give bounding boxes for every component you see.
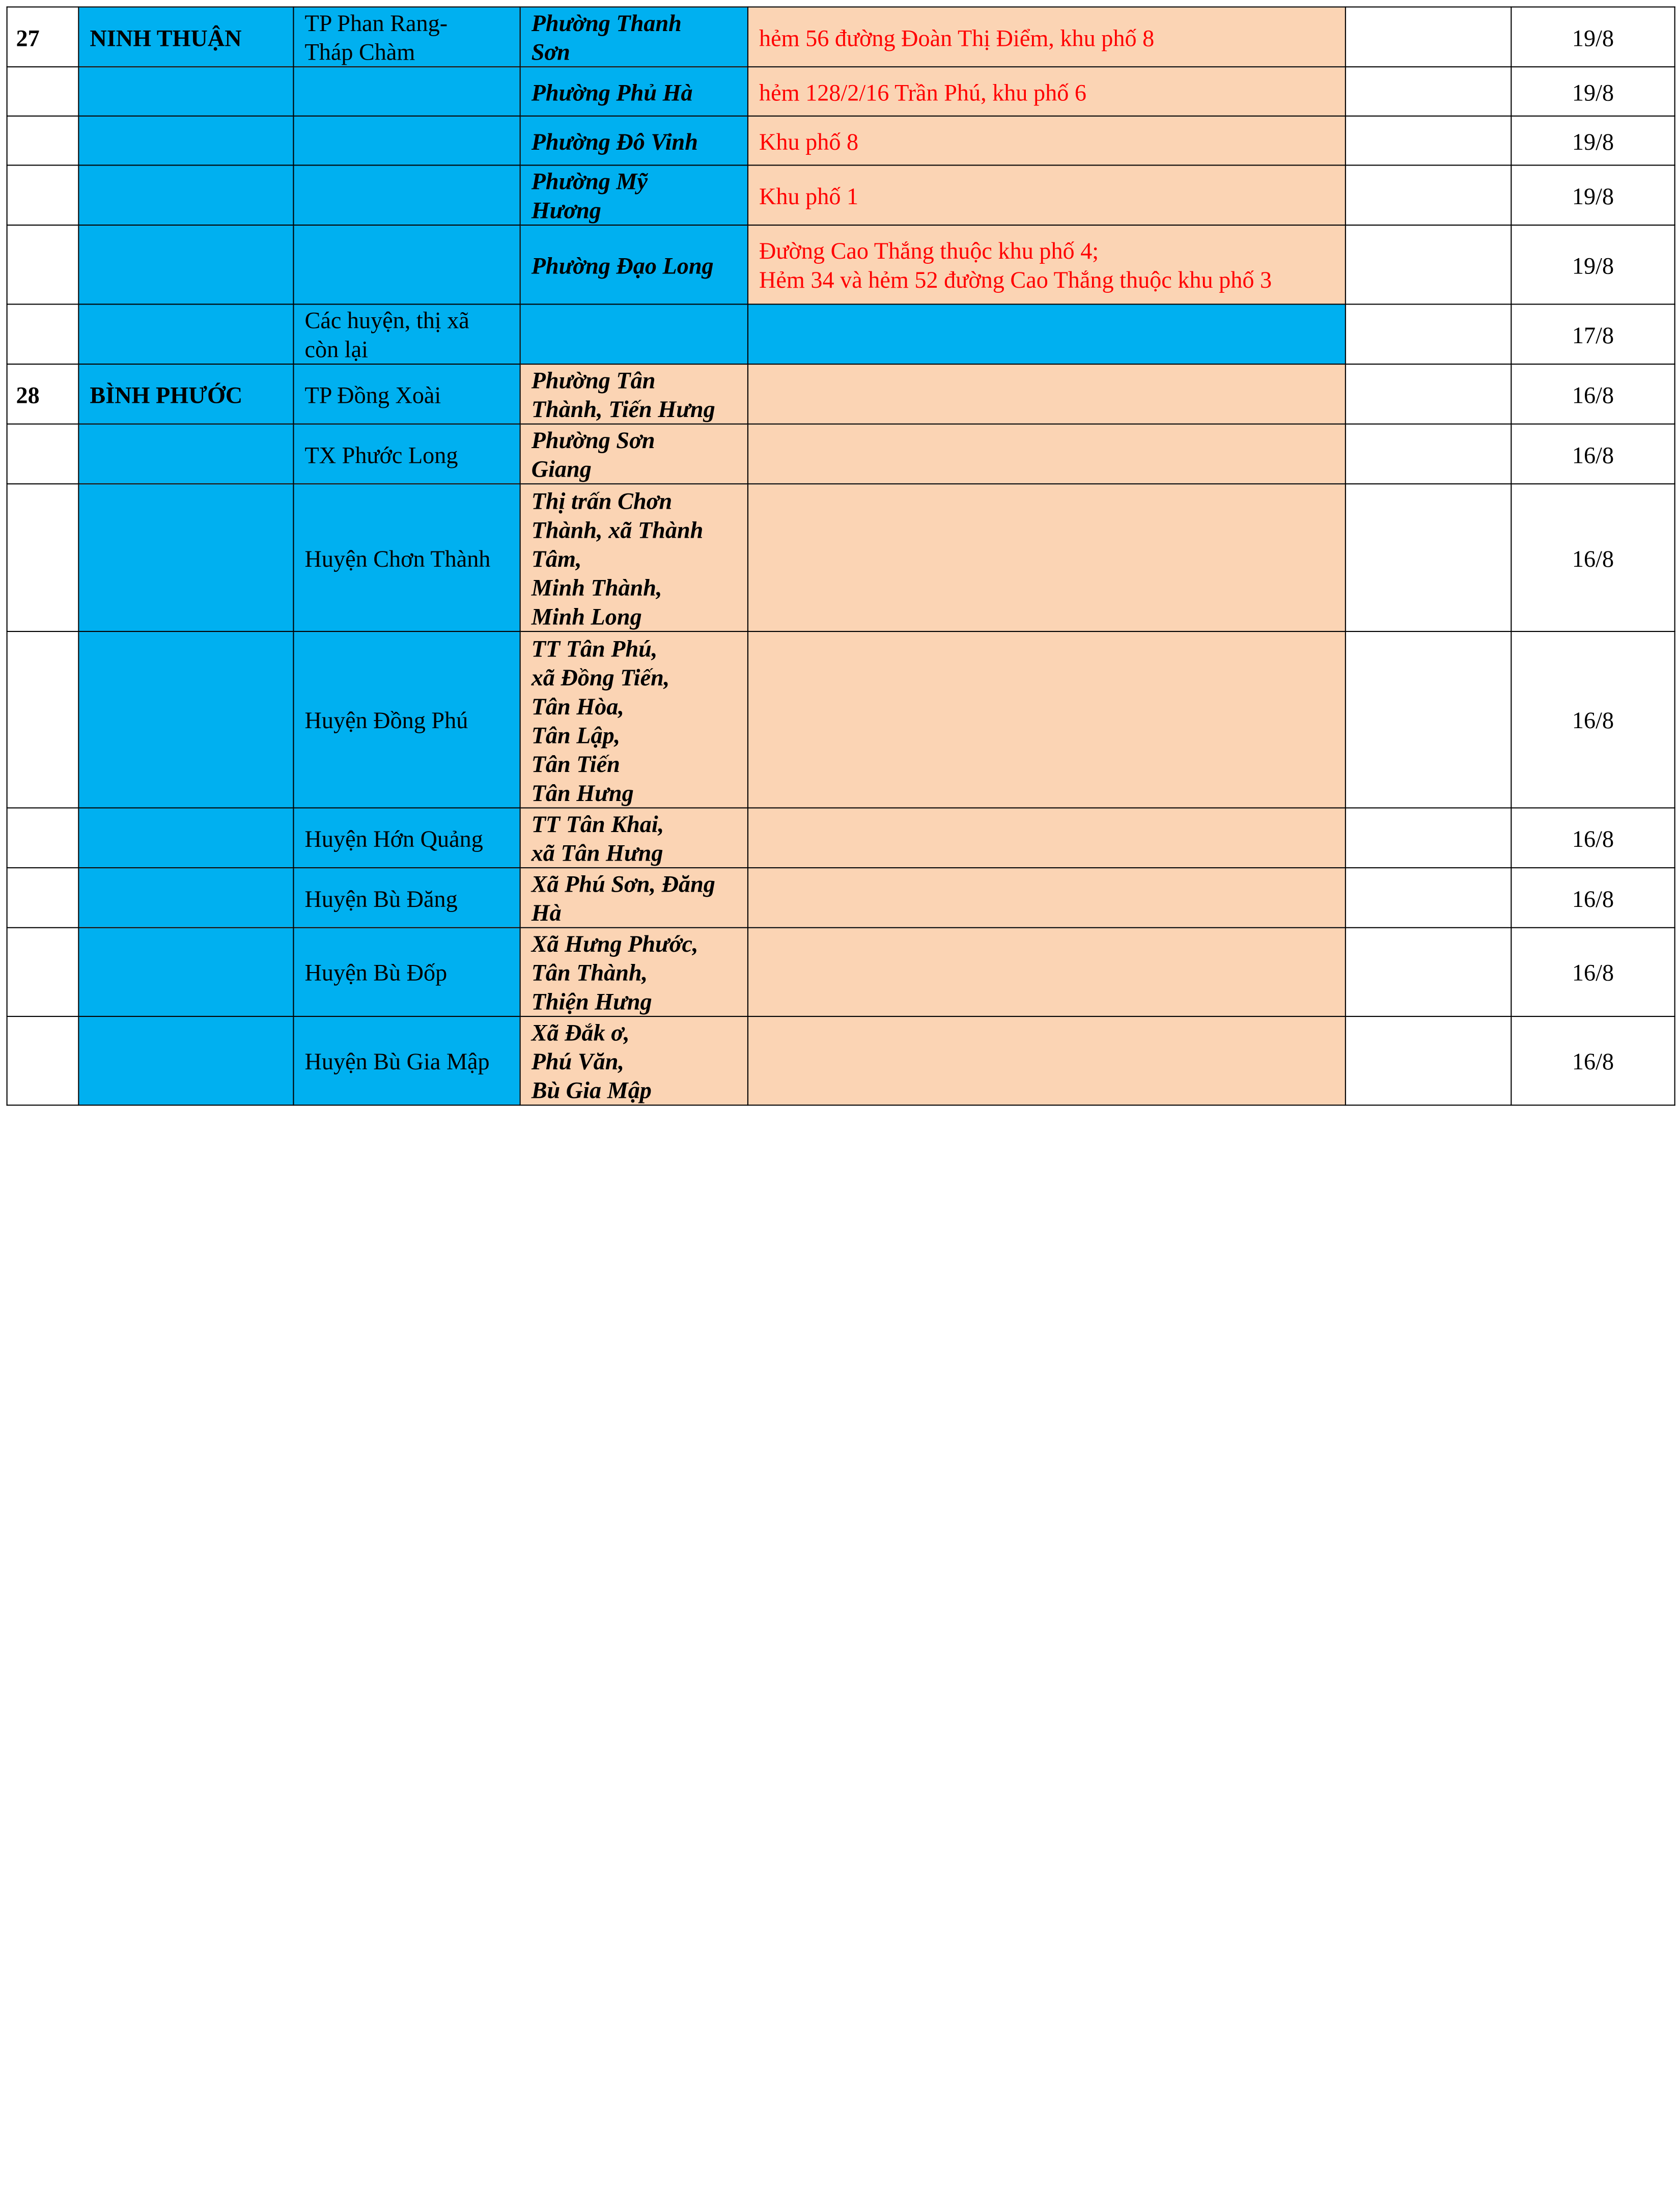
date-cell: 16/8 <box>1511 364 1674 424</box>
ward-cell: Phường Mỹ Hương <box>520 165 748 225</box>
district-cell <box>293 225 520 304</box>
table-row <box>7 868 1675 928</box>
row-number-cell <box>7 116 79 165</box>
ward-cell: Phường Tân Thành, Tiến Hưng <box>520 364 748 424</box>
location-detail-cell <box>748 928 1346 1016</box>
district-cell: Huyện Bù Đốp <box>293 928 520 1016</box>
row-number-cell <box>7 808 79 868</box>
ward-cell: Phường Thanh Sơn <box>520 7 748 67</box>
note-cell <box>1346 928 1512 1016</box>
province-cell <box>78 424 293 484</box>
table-row <box>7 631 1675 808</box>
province-cell <box>78 225 293 304</box>
province-cell <box>78 304 293 364</box>
note-cell <box>1346 424 1512 484</box>
table-row <box>7 67 1675 116</box>
location-detail-cell <box>748 364 1346 424</box>
district-cell: Huyện Bù Gia Mập <box>293 1016 520 1105</box>
province-cell: BÌNH PHƯỚC <box>78 364 293 424</box>
ward-cell: Phường Đạo Long <box>520 225 748 304</box>
note-cell <box>1346 808 1512 868</box>
note-cell <box>1346 484 1512 631</box>
district-cell: TP Đồng Xoài <box>293 364 520 424</box>
row-number-cell <box>7 424 79 484</box>
date-cell: 16/8 <box>1511 868 1674 928</box>
province-cell <box>78 67 293 116</box>
date-cell: 16/8 <box>1511 808 1674 868</box>
location-detail-cell <box>748 424 1346 484</box>
district-cell: Huyện Chơn Thành <box>293 484 520 631</box>
row-number-cell: 28 <box>7 364 79 424</box>
province-cell <box>78 631 293 808</box>
date-cell: 16/8 <box>1511 484 1674 631</box>
location-detail-cell: hẻm 56 đường Đoàn Thị Điểm, khu phố 8 <box>748 7 1346 67</box>
district-cell: TP Phan Rang- Tháp Chàm <box>293 7 520 67</box>
table-row <box>7 928 1675 1016</box>
table-row <box>7 7 1675 67</box>
district-cell <box>293 116 520 165</box>
note-cell <box>1346 116 1512 165</box>
location-detail-cell: Khu phố 1 <box>748 165 1346 225</box>
location-detail-cell <box>748 808 1346 868</box>
row-number-cell: 27 <box>7 7 79 67</box>
district-cell: Các huyện, thị xã còn lại <box>293 304 520 364</box>
note-cell <box>1346 165 1512 225</box>
district-cell <box>293 165 520 225</box>
row-number-cell <box>7 225 79 304</box>
date-cell: 19/8 <box>1511 165 1674 225</box>
location-detail-cell <box>748 304 1346 364</box>
province-cell <box>78 165 293 225</box>
table-row <box>7 484 1675 631</box>
ward-cell <box>520 304 748 364</box>
row-number-cell <box>7 67 79 116</box>
district-cell: Huyện Bù Đăng <box>293 868 520 928</box>
note-cell <box>1346 7 1512 67</box>
location-detail-cell <box>748 631 1346 808</box>
note-cell <box>1346 631 1512 808</box>
date-cell: 17/8 <box>1511 304 1674 364</box>
ward-cell: Phường Phủ Hà <box>520 67 748 116</box>
district-cell: Huyện Đồng Phú <box>293 631 520 808</box>
province-cell <box>78 1016 293 1105</box>
row-number-cell <box>7 928 79 1016</box>
location-detail-cell: Khu phố 8 <box>748 116 1346 165</box>
date-cell: 19/8 <box>1511 225 1674 304</box>
table-row <box>7 364 1675 424</box>
date-cell: 19/8 <box>1511 67 1674 116</box>
date-cell: 16/8 <box>1511 424 1674 484</box>
province-cell <box>78 868 293 928</box>
table-row <box>7 116 1675 165</box>
note-cell <box>1346 1016 1512 1105</box>
table-row <box>7 225 1675 304</box>
note-cell <box>1346 304 1512 364</box>
ward-cell: Xã Phú Sơn, Đăng Hà <box>520 868 748 928</box>
table-row <box>7 424 1675 484</box>
table-body <box>7 7 1675 1105</box>
note-cell <box>1346 868 1512 928</box>
ward-cell: TT Tân Khai, xã Tân Hưng <box>520 808 748 868</box>
note-cell <box>1346 67 1512 116</box>
row-number-cell <box>7 484 79 631</box>
row-number-cell <box>7 304 79 364</box>
location-detail-cell <box>748 1016 1346 1105</box>
province-cell: NINH THUẬN <box>78 7 293 67</box>
row-number-cell <box>7 165 79 225</box>
table-row <box>7 808 1675 868</box>
note-cell <box>1346 225 1512 304</box>
location-detail-cell <box>748 868 1346 928</box>
date-cell: 19/8 <box>1511 7 1674 67</box>
province-cell <box>78 808 293 868</box>
district-cell: Huyện Hớn Quảng <box>293 808 520 868</box>
ward-cell: Xã Hưng Phước, Tân Thành, Thiện Hưng <box>520 928 748 1016</box>
province-cell <box>78 116 293 165</box>
ward-cell: Thị trấn Chơn Thành, xã Thành Tâm, Minh Thành, Minh Long <box>520 484 748 631</box>
ward-cell: TT Tân Phú, xã Đồng Tiến, Tân Hòa, Tân Lập, Tân Tiến Tân Hưng <box>520 631 748 808</box>
locations-table <box>7 7 1675 1106</box>
district-cell: TX Phước Long <box>293 424 520 484</box>
date-cell: 16/8 <box>1511 1016 1674 1105</box>
date-cell: 16/8 <box>1511 631 1674 808</box>
date-cell: 16/8 <box>1511 928 1674 1016</box>
district-cell <box>293 67 520 116</box>
table-row <box>7 1016 1675 1105</box>
province-cell <box>78 928 293 1016</box>
ward-cell: Phường Đô Vinh <box>520 116 748 165</box>
row-number-cell <box>7 868 79 928</box>
table-row <box>7 304 1675 364</box>
table-row <box>7 165 1675 225</box>
row-number-cell <box>7 1016 79 1105</box>
note-cell <box>1346 364 1512 424</box>
location-detail-cell: hẻm 128/2/16 Trần Phú, khu phố 6 <box>748 67 1346 116</box>
province-cell <box>78 484 293 631</box>
ward-cell: Phường Sơn Giang <box>520 424 748 484</box>
date-cell: 19/8 <box>1511 116 1674 165</box>
row-number-cell <box>7 631 79 808</box>
location-detail-cell: Đường Cao Thắng thuộc khu phố 4; Hẻm 34 và hẻm 52 đường Cao Thắng thuộc khu phố 3 <box>748 225 1346 304</box>
location-detail-cell <box>748 484 1346 631</box>
ward-cell: Xã Đắk ơ, Phú Văn, Bù Gia Mập <box>520 1016 748 1105</box>
